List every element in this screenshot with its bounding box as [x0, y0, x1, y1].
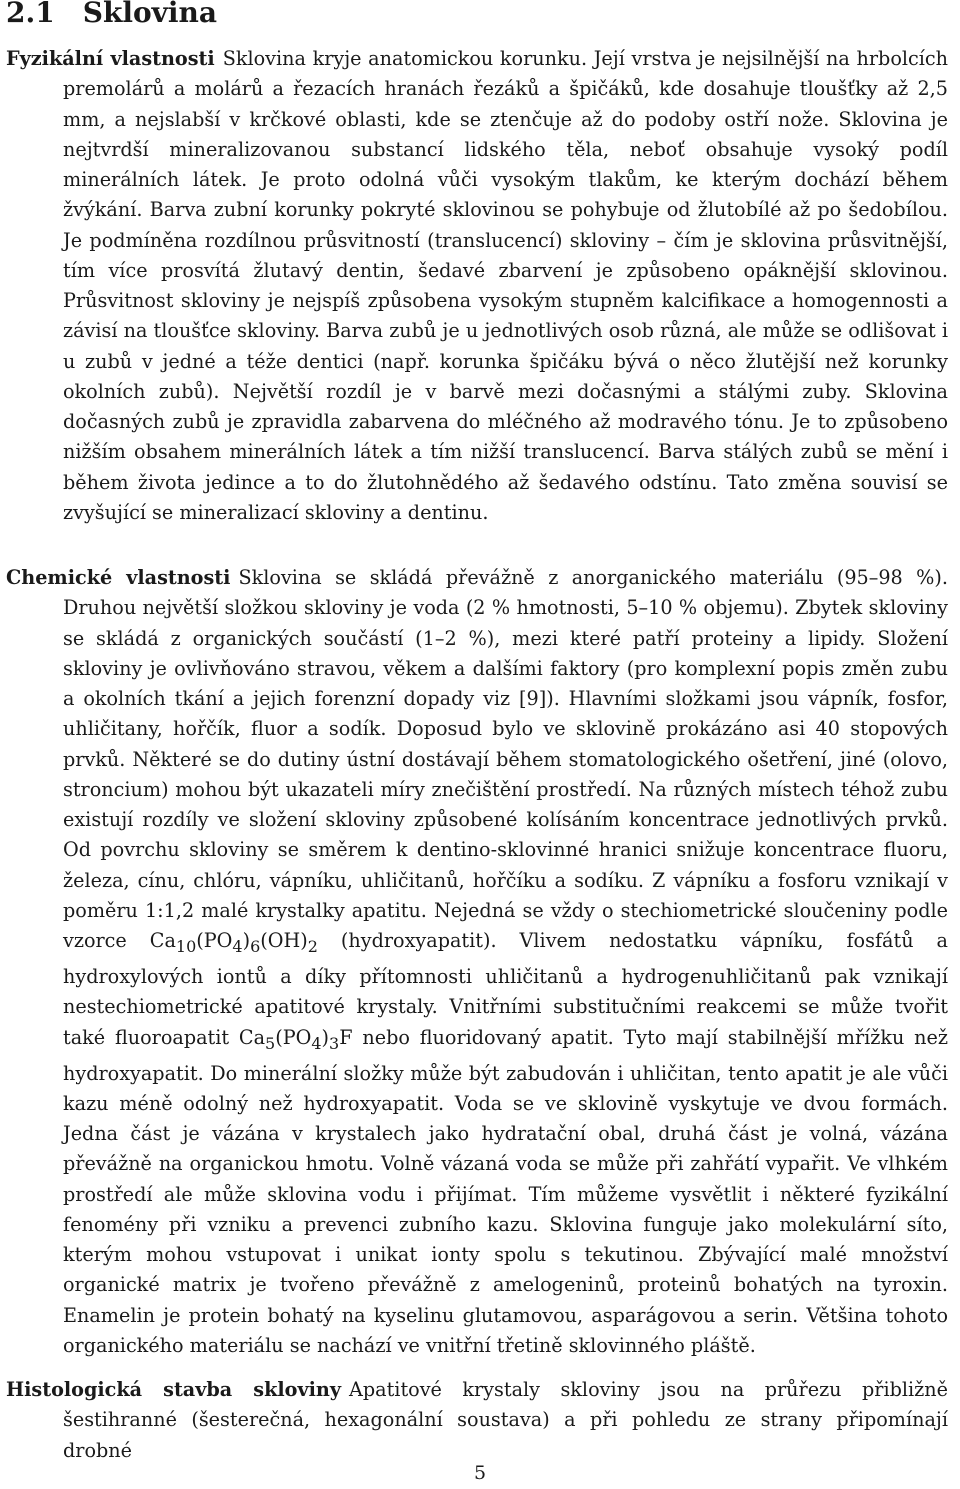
paragraph-lead: Histologická stavba skloviny: [6, 1378, 342, 1401]
paragraph-text: Sklovina kryje anatomickou korunku. Její vrstva je nejsilnější na hrbolcích premolárů a molárů a řezacích hranách řezáků a špičáků, kde dosahuje tloušťky až 2,5 mm, a nejslabší v krčkové oblasti, kde se ztenčuje až do podoby ostří nože. Sklovina je nejtvrdší mineralizovanou substancí lidského těla, neboť obsahuje vysoký podíl minerálních látek. Je proto odolná vůči vysokým tlakům, ke kterým dochází během žvýkání. Barva zubní korunky pokryté sklovinou se pohybuje od žlutobílé až po šedobílou. Je podmíněna rozdílnou průsvitností (translucencí) skloviny – čím je sklovina průsvitnější, tím více prosvítá žlutavý dentin, šedavé zbarvení je způsobeno opáknější sklovinou. Průsvitnost skloviny je nejspíš způsobena vysokým stupněm kalcifikace a homogennosti a závisí na tloušťce skloviny. Barva zubů je u jednotlivých osob různá, ale může se odlišovat i u zubů v jedné a téže dentici (např. korunka špičáku bývá o něco žlutější než korunky okolních zubů). Největší rozdíl je v barvě mezi dočasnými a stálými zuby. Sklovina dočasných zubů je zpravidla zabarvena do mléčného až modravého tónu. Je to způsobeno nižším obsahem minerálních látek a tím nižší translucencí. Barva stálých zubů se mění i během života jedince a to do žlutohnědého až šedavého odstínu. Tato změna souvisí se zvyšující se mineralizací skloviny a dentinu.: [63, 47, 948, 524]
paragraph-histology: [6, 1375, 948, 1466]
paragraph-text: Sklovina se skládá převážně z anorganického materiálu (95–98 %). Druhou největší složkou skloviny je voda (2 % hmotnosti, 5–10 % objemu). Zbytek skloviny se skládá z organických součástí (1–2 %), mezi které patří proteiny a lipidy. Složení skloviny je ovlivňováno stravou, věkem a dalšími faktory (pro komplexní popis změn zubu a okolních tkání a jejich forenzní dopady viz [9]). Hlavními složkami jsou vápník, fosfor, uhličitany, hořčík, fluor a sodík. Doposud bylo ve sklovině prokázáno asi 40 stopových prvků. Některé se do dutiny ústní dostávají během stomatologického ošetření, jiné (olovo, stroncium) mohou být ukazateli míry znečištění prostředí. Na různých místech téhož zubu existují rozdíly ve složení skloviny způsobené kolísáním koncentrace jednotlivých prvků. Od povrchu skloviny se směrem k dentino-sklovinné hranici snižuje koncentrace fluoru, železa, cínu, chlóru, vápníku, uhličitanů, hořčíku a sodíku. Z vápníku a fosforu vznikají v poměru 1:1,2 malé krystalky apatitu. Nejedná se vždy o stechiometrické sloučeniny podle vzorce: [63, 566, 948, 952]
paragraph-lead: Fyzikální vlastnosti: [6, 47, 215, 70]
section-number: 2.1: [6, 0, 55, 29]
paragraph-physical-properties: [6, 44, 948, 528]
formula-fluoroapatite: $Ca_5(PO_4)_3F$: [238, 1025, 353, 1053]
page-number: 5: [473, 1462, 487, 1484]
section-title: Sklovina: [82, 0, 218, 29]
paragraph-text: (hydroxyapatit). Vlivem nedostatku vápníku, fosfátů a hydroxylových iontů a díky přítomnosti uhličitanů a hydrogenuhličitanů pak vznikají nestechiometrické apatitové krystaly. Vnitřními substitučními reakcemi se může tvořit také fluoroapatit: [63, 929, 948, 1049]
section-heading: [6, 0, 217, 29]
paragraph-chemical-properties: [6, 563, 948, 1361]
paragraph-text: nebo fluoridovaný apatit. Tyto mají stabilnější mřížku než hydroxyapatit. Do minerální složky může být zabudován i uhličitan, tento apatit je ale vůči kazu méně odolný než hydroxyapatit. Voda se ve sklovině vyskytuje ve dvou formách. Jedna část je vázána v krystalech jako hydratační obal, druhá část je volná, vázána převážně na organickou hmotu. Volně vázaná voda se může při zahřátí vypařit. Ve vlhkém prostředí ale může sklovina vodu i přijímat. Tím můžeme vysvětlit i některé fyzikální fenomény při vzniku a prevenci zubního kazu. Sklovina funguje jako molekulární síto, kterým mohou vstupovat i unikat ionty spolu s tekutinou. Zbývající malé množství organické matrix je tvořeno převážně z amelogeninů, proteinů bohatých na tyroxin. Enamelin je protein bohatý na kyselinu glutamovou, asparágovou a serin. Většina tohoto organického materiálu se nachází ve vnitřní třetině sklovinného pláště.: [63, 1025, 948, 1357]
paragraph-lead: Chemické vlastnosti: [6, 566, 231, 589]
paragraph-text: Apatitové krystaly skloviny jsou na průřezu přibližně šestihranné (šesterečná, hexagonální soustava) a při pohledu ze strany připomínají drobné: [63, 1378, 948, 1462]
formula-hydroxyapatite: $Ca_{10}(PO_4)_6(OH)_2$: [149, 929, 318, 956]
